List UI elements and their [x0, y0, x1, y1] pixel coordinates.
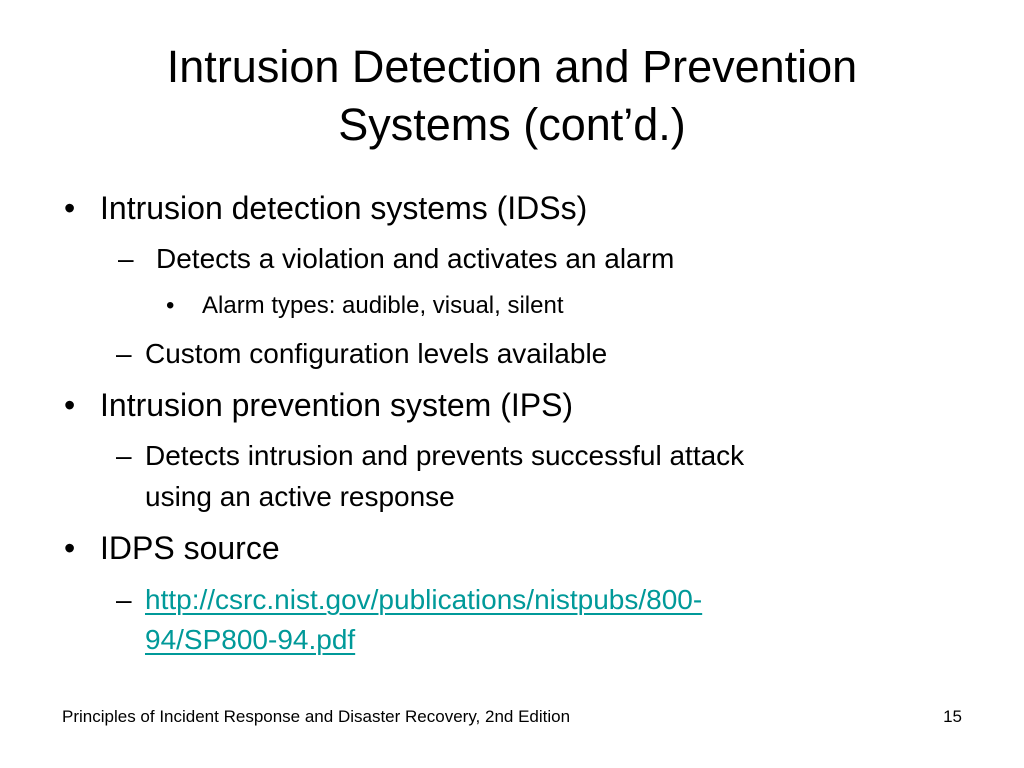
idps-source-link-line-1[interactable]: http://csrc.nist.gov/publications/nistpubs/800- — [145, 584, 703, 615]
bullet-ids-detects: Detects a violation and activates an alarm — [156, 243, 675, 274]
bullet-marker: • — [64, 190, 76, 226]
bullet-marker: • — [64, 387, 76, 423]
bullet-ids-custom: Custom configuration levels available — [145, 338, 608, 369]
dash-marker: – — [118, 243, 134, 274]
bullet-marker: • — [166, 292, 175, 319]
bullet-ips: Intrusion prevention system (IPS) — [100, 387, 574, 423]
bullet-marker: • — [64, 530, 76, 566]
bullet-ids: Intrusion detection systems (IDSs) — [100, 190, 588, 226]
slide-title-line-2: Systems (cont’d.) — [338, 99, 686, 150]
footer-page-number: 15 — [943, 707, 962, 726]
bullet-idps-source: IDPS source — [100, 530, 280, 566]
dash-marker: – — [116, 440, 132, 471]
bullet-ips-detects-line-2: using an active response — [145, 481, 455, 512]
bullet-ids-alarm-types: Alarm types: audible, visual, silent — [202, 292, 564, 319]
idps-source-link-line-2[interactable]: 94/SP800-94.pdf — [145, 624, 356, 655]
dash-marker: – — [116, 584, 132, 615]
slide-title-line-1: Intrusion Detection and Prevention — [166, 41, 858, 92]
dash-marker: – — [116, 338, 132, 369]
bullet-ips-detects-line-1: Detects intrusion and prevents successful attack — [145, 440, 745, 471]
footer-book-title: Principles of Incident Response and Disaster Recovery, 2nd Edition — [62, 707, 571, 726]
